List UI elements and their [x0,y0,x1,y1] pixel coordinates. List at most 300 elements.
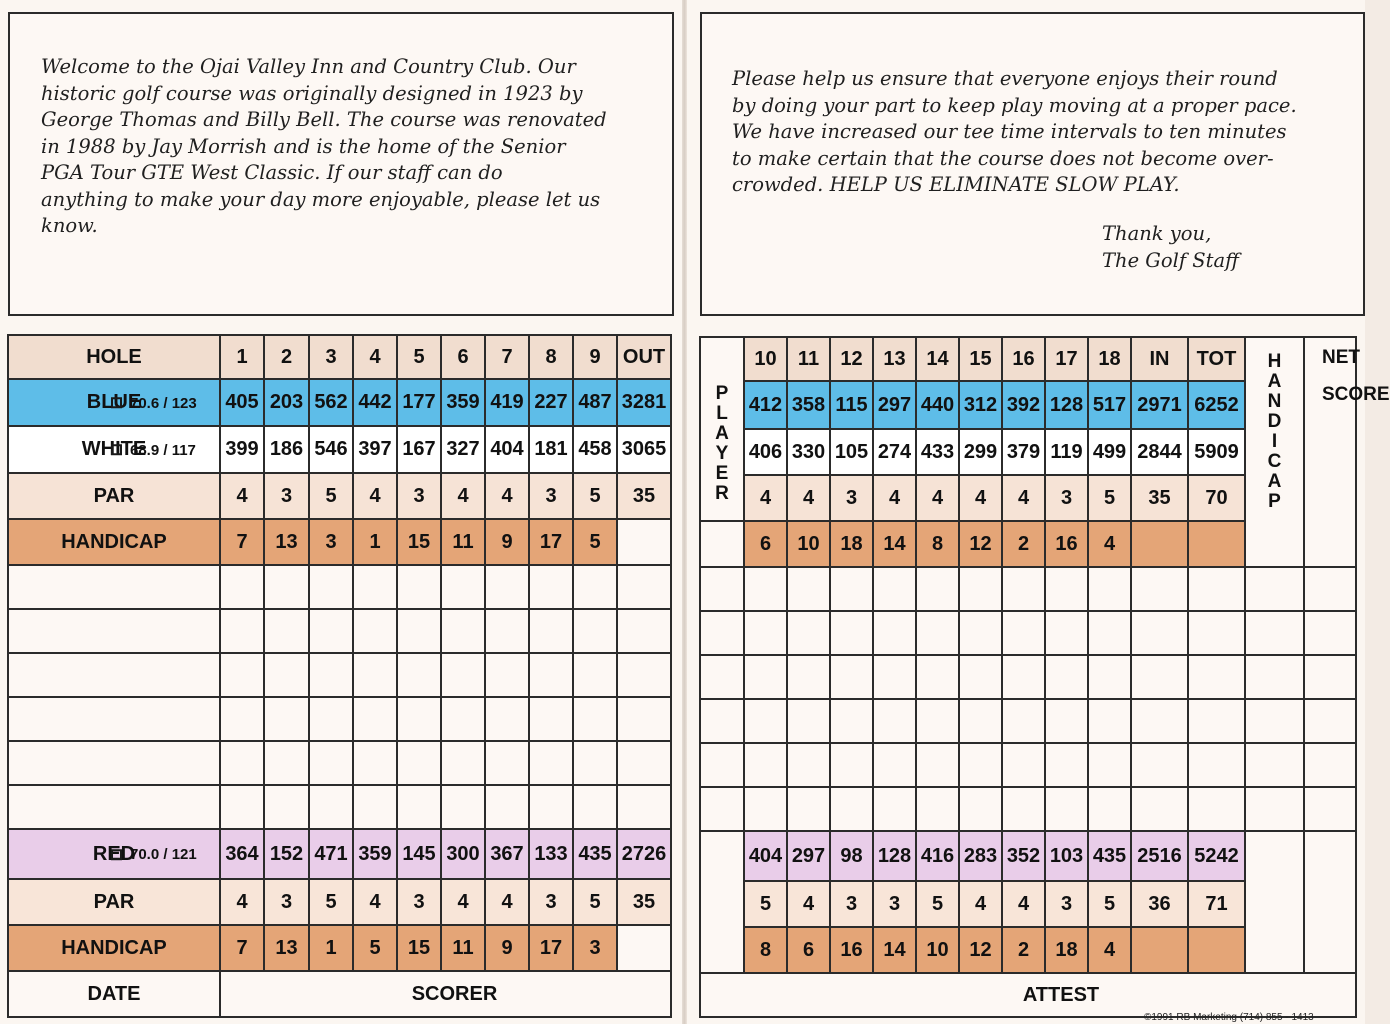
white-yardage: 397 [353,426,397,473]
welcome-line: anything to make your day more enjoyable, please let us [41,187,601,211]
score-cell[interactable] [873,743,916,787]
white-yardage: 327 [441,426,485,473]
red-handicap-value: 10 [916,927,959,973]
score-out-cell[interactable] [617,697,671,741]
score-cell[interactable] [441,653,485,697]
score-cell[interactable] [873,567,916,611]
white-yardage: 181 [529,426,573,473]
score-cell[interactable] [529,653,573,697]
score-cell[interactable] [959,655,1002,699]
player-score-row [8,785,671,829]
par-value: 3 [830,475,873,521]
score-cell[interactable] [485,785,529,829]
score-cell[interactable] [744,655,787,699]
score-cell[interactable] [787,567,830,611]
handicap-empty-cell [1245,831,1304,973]
score-cell[interactable] [1045,611,1088,655]
red-yardage: 435 [573,829,617,879]
score-in-cell[interactable] [1131,787,1188,831]
player-initial-cell[interactable] [700,699,744,743]
score-cell[interactable] [220,653,264,697]
par-value: 4 [353,473,397,519]
blue-yardage: 419 [485,379,529,426]
red-handicap-out-empty [617,925,671,971]
attest-label[interactable]: ATTEST [700,973,1356,1017]
player-name-cell[interactable] [8,653,220,697]
score-cell[interactable] [529,609,573,653]
score-cell[interactable] [1002,655,1045,699]
white-label: WHITE [81,438,147,460]
par-value: 5 [1088,475,1131,521]
welcome-line: know. [41,214,98,237]
hole-number: 4 [353,335,397,379]
red-par-value: 4 [1002,881,1045,927]
score-cell[interactable] [309,785,353,829]
red-yardage-total: 5242 [1188,831,1245,881]
score-cell[interactable] [485,697,529,741]
score-cell[interactable] [264,741,309,785]
score-cell[interactable] [916,699,959,743]
score-cell[interactable] [441,697,485,741]
score-cell[interactable] [397,741,441,785]
score-cell[interactable] [573,565,617,609]
welcome-line: historic golf course was originally designed in 1923 by [41,81,583,105]
red-par-value: 3 [529,879,573,925]
welcome-line: PGA Tour GTE West Classic. If our staff can do [41,161,503,184]
player-initial-cell[interactable] [700,611,744,655]
red-checkbox[interactable] [111,849,122,860]
par-total: 70 [1188,475,1245,521]
score-cell[interactable] [959,743,1002,787]
red-par-value: 4 [353,879,397,925]
handicap-value: 4 [1088,521,1131,567]
score-cell[interactable] [873,611,916,655]
player-score-row [8,609,671,653]
hole-number: 13 [873,337,916,381]
score-cell[interactable] [1088,743,1131,787]
score-cell[interactable] [353,653,397,697]
white-yardage: 274 [873,429,916,475]
handicap-row [8,519,671,565]
score-in-cell[interactable] [1131,611,1188,655]
net-score-cell[interactable] [1304,743,1356,787]
score-cell[interactable] [353,741,397,785]
score-cell[interactable] [353,565,397,609]
score-cell[interactable] [573,697,617,741]
score-cell[interactable] [397,785,441,829]
red-handicap-value: 15 [397,925,441,971]
score-cell[interactable] [1045,567,1088,611]
score-cell[interactable] [220,785,264,829]
score-out-cell[interactable] [617,609,671,653]
score-cell[interactable] [787,655,830,699]
hole-number: 12 [830,337,873,381]
net-score-cell[interactable] [1304,567,1356,611]
score-cell[interactable] [830,655,873,699]
handicap-label: HANDICAP [8,519,220,565]
handicap-cell[interactable] [1245,567,1304,611]
score-cell[interactable] [353,609,397,653]
score-cell[interactable] [397,565,441,609]
white-tee-row [8,426,671,473]
red-rating-value: 70.0 / 121 [130,845,197,863]
red-par-value: 3 [264,879,309,925]
score-cell[interactable] [916,787,959,831]
back-nine-scorecard-table [699,336,1390,1018]
red-handicap-value: 4 [1088,927,1131,973]
score-cell[interactable] [830,743,873,787]
red-par-value: 3 [873,881,916,927]
net-score-column-header [1304,337,1390,567]
score-total-cell[interactable] [1188,611,1245,655]
card-fold [682,0,687,1024]
score-cell[interactable] [485,565,529,609]
blue-yardage: 412 [744,381,787,429]
handicap-value: 5 [573,519,617,565]
score-cell[interactable] [873,699,916,743]
red-handicap-in-empty [1131,927,1188,973]
score-cell[interactable] [264,565,309,609]
net-score-cell[interactable] [1304,787,1356,831]
handicap-in-empty [1131,521,1188,567]
handicap-cell[interactable] [1245,611,1304,655]
score-cell[interactable] [873,655,916,699]
score-cell[interactable] [485,609,529,653]
date-scorer-row [8,971,671,1017]
score-cell[interactable] [529,565,573,609]
score-cell[interactable] [309,565,353,609]
score-cell[interactable] [529,741,573,785]
score-cell[interactable] [220,741,264,785]
welcome-message-box [8,12,674,316]
score-total-cell[interactable] [1188,787,1245,831]
white-yardage: 406 [744,429,787,475]
score-cell[interactable] [959,787,1002,831]
red-yardage: 145 [397,829,441,879]
score-cell[interactable] [485,741,529,785]
player-initial-cell[interactable] [700,567,744,611]
blue-checkbox[interactable] [111,397,122,408]
net-score-cell[interactable] [1304,611,1356,655]
score-cell[interactable] [1002,699,1045,743]
score-cell[interactable] [441,785,485,829]
red-yardage: 416 [916,831,959,881]
red-handicap-value: 5 [353,925,397,971]
score-cell[interactable] [787,699,830,743]
white-yardage-out: 3065 [617,426,671,473]
score-cell[interactable] [959,567,1002,611]
blue-yardage: 442 [353,379,397,426]
white-yardage-total: 5909 [1188,429,1245,475]
score-cell[interactable] [1088,611,1131,655]
hole-number: 9 [573,335,617,379]
red-yardage: 352 [1002,831,1045,881]
player-initial-cell[interactable] [700,743,744,787]
player-score-row [700,655,1356,699]
hole-number: 11 [787,337,830,381]
hole-label: HOLE [8,335,220,379]
score-cell[interactable] [744,743,787,787]
red-par-value: 4 [485,879,529,925]
blue-yardage: 297 [873,381,916,429]
score-cell[interactable] [830,787,873,831]
red-par-value: 4 [441,879,485,925]
score-cell[interactable] [916,743,959,787]
red-par-value: 5 [744,881,787,927]
handicap-value: 18 [830,521,873,567]
score-cell[interactable] [1088,655,1131,699]
player-empty-cell [700,831,744,973]
red-handicap-value: 2 [1002,927,1045,973]
blue-yardage: 177 [397,379,441,426]
score-cell[interactable] [529,697,573,741]
par-value: 3 [397,473,441,519]
red-handicap-value: 8 [744,927,787,973]
handicap-value: 1 [353,519,397,565]
handicap-out-empty [617,519,671,565]
score-out-cell[interactable] [617,785,671,829]
score-cell[interactable] [744,699,787,743]
score-cell[interactable] [220,697,264,741]
par-value: 4 [441,473,485,519]
red-par-value: 3 [397,879,441,925]
player-score-row [700,787,1356,831]
score-cell[interactable] [441,609,485,653]
handicap-cell[interactable] [1245,655,1304,699]
handicap-value: 7 [220,519,264,565]
player-score-row [700,743,1356,787]
score-in-cell[interactable] [1131,567,1188,611]
red-par-label: PAR [8,879,220,925]
score-cell[interactable] [264,609,309,653]
score-cell[interactable] [1002,787,1045,831]
score-cell[interactable] [353,785,397,829]
red-par-value: 4 [787,881,830,927]
score-cell[interactable] [485,653,529,697]
white-yardage: 433 [916,429,959,475]
red-par-value: 4 [959,881,1002,927]
score-cell[interactable] [309,653,353,697]
player-name-cell[interactable] [8,741,220,785]
player-initial-cell[interactable] [700,787,744,831]
back-hole-row [700,337,1356,381]
white-rating [111,441,196,459]
white-yardage: 167 [397,426,441,473]
score-cell[interactable] [220,609,264,653]
blue-yardage-in: 2971 [1131,381,1188,429]
score-out-cell[interactable] [617,653,671,697]
pace-of-play-message-box [700,12,1365,316]
net-score-cell[interactable] [1304,655,1356,699]
score-label: SCORE [1322,384,1390,405]
score-cell[interactable] [1045,655,1088,699]
white-yardage: 404 [485,426,529,473]
score-cell[interactable] [441,741,485,785]
white-yardage: 119 [1045,429,1088,475]
white-checkbox[interactable] [111,444,122,455]
player-name-cell[interactable] [8,785,220,829]
par-out: 35 [617,473,671,519]
red-yardage: 367 [485,829,529,879]
hole-number: 5 [397,335,441,379]
red-yardage: 133 [529,829,573,879]
handicap-value: 8 [916,521,959,567]
score-out-cell[interactable] [617,741,671,785]
red-handicap-value: 14 [873,927,916,973]
score-cell[interactable] [220,565,264,609]
red-yardage: 297 [787,831,830,881]
score-cell[interactable] [830,567,873,611]
white-yardage: 379 [1002,429,1045,475]
blue-yardage: 517 [1088,381,1131,429]
score-cell[interactable] [787,743,830,787]
score-cell[interactable] [744,567,787,611]
handicap-value: 10 [787,521,830,567]
score-cell[interactable] [573,653,617,697]
player-name-cell[interactable] [8,565,220,609]
handicap-cell[interactable] [1245,743,1304,787]
score-cell[interactable] [916,567,959,611]
score-cell[interactable] [309,741,353,785]
red-par-total: 71 [1188,881,1245,927]
score-cell[interactable] [529,785,573,829]
welcome-line: in 1988 by Jay Morrish and is the home of the Senior [41,134,566,158]
score-cell[interactable] [1088,787,1131,831]
score-cell[interactable] [1088,699,1131,743]
score-cell[interactable] [830,699,873,743]
red-par-out: 35 [617,879,671,925]
blue-yardage: 392 [1002,381,1045,429]
score-in-cell[interactable] [1131,699,1188,743]
net-score-cell[interactable] [1304,699,1356,743]
score-cell[interactable] [1088,567,1131,611]
blue-tee-label [8,379,220,426]
score-cell[interactable] [573,785,617,829]
red-handicap-value: 12 [959,927,1002,973]
score-cell[interactable] [959,611,1002,655]
score-cell[interactable] [1002,611,1045,655]
score-cell[interactable] [353,697,397,741]
score-cell[interactable] [916,611,959,655]
red-par-value: 3 [830,881,873,927]
blue-yardage: 312 [959,381,1002,429]
player-score-row [8,741,671,785]
red-handicap-value: 9 [485,925,529,971]
back-red-row [700,831,1356,881]
red-par-value: 4 [220,879,264,925]
score-cell[interactable] [441,565,485,609]
red-rating [111,845,197,863]
score-cell[interactable] [1045,743,1088,787]
hole-number: 7 [485,335,529,379]
handicap-cell[interactable] [1245,699,1304,743]
score-cell[interactable] [1002,743,1045,787]
red-yardage: 404 [744,831,787,881]
score-total-cell[interactable] [1188,567,1245,611]
blue-rating [111,394,197,412]
welcome-line: George Thomas and Billy Bell. The course was renovated [41,108,607,131]
score-cell[interactable] [1002,567,1045,611]
scorer-label[interactable]: SCORER [220,971,671,1017]
red-par-in: 36 [1131,881,1188,927]
score-cell[interactable] [830,611,873,655]
score-cell[interactable] [397,609,441,653]
score-cell[interactable] [397,697,441,741]
red-yardage-in: 2516 [1131,831,1188,881]
par-value: 3 [529,473,573,519]
score-cell[interactable] [744,787,787,831]
score-cell[interactable] [787,611,830,655]
attest-row [700,973,1356,1017]
white-yardage: 105 [830,429,873,475]
par-value: 4 [916,475,959,521]
blue-yardage: 358 [787,381,830,429]
in-label: IN [1131,337,1188,381]
hole-number: 18 [1088,337,1131,381]
blue-yardage: 405 [220,379,264,426]
score-in-cell[interactable] [1131,743,1188,787]
blue-rating-value: 70.6 / 123 [130,394,197,412]
handicap-value: 11 [441,519,485,565]
par-value: 4 [787,475,830,521]
player-score-row [8,565,671,609]
red-handicap-value: 18 [1045,927,1088,973]
pace-line: by doing your part to keep play moving at a proper pace. [732,93,1297,117]
score-in-cell[interactable] [1131,655,1188,699]
par-value: 4 [220,473,264,519]
score-cell[interactable] [916,655,959,699]
player-initial-cell[interactable] [700,655,744,699]
score-cell[interactable] [1045,787,1088,831]
score-cell[interactable] [1045,699,1088,743]
hole-number: 15 [959,337,1002,381]
handicap-value: 9 [485,519,529,565]
score-cell[interactable] [744,611,787,655]
handicap-value: 3 [309,519,353,565]
score-total-cell[interactable] [1188,699,1245,743]
score-cell[interactable] [264,785,309,829]
par-value: 5 [573,473,617,519]
white-yardage: 330 [787,429,830,475]
score-cell[interactable] [264,653,309,697]
score-cell[interactable] [573,609,617,653]
score-cell[interactable] [959,699,1002,743]
red-yardage: 435 [1088,831,1131,881]
handicap-value: 15 [397,519,441,565]
white-yardage: 399 [220,426,264,473]
score-cell[interactable] [309,697,353,741]
handicap-cell[interactable] [1245,787,1304,831]
score-cell[interactable] [787,787,830,831]
score-cell[interactable] [397,653,441,697]
score-total-cell[interactable] [1188,655,1245,699]
player-name-cell[interactable] [8,697,220,741]
player-score-row [8,653,671,697]
par-value: 4 [744,475,787,521]
score-out-cell[interactable] [617,565,671,609]
red-handicap-label: HANDICAP [8,925,220,971]
score-cell[interactable] [264,697,309,741]
score-cell[interactable] [873,787,916,831]
front-nine-scorecard-table [7,334,672,1018]
par-label: PAR [8,473,220,519]
score-cell[interactable] [573,741,617,785]
score-total-cell[interactable] [1188,743,1245,787]
handicap-vertical-label: HANDICAP [1267,351,1282,512]
score-cell[interactable] [309,609,353,653]
red-handicap-total-empty [1188,927,1245,973]
player-name-cell[interactable] [8,609,220,653]
